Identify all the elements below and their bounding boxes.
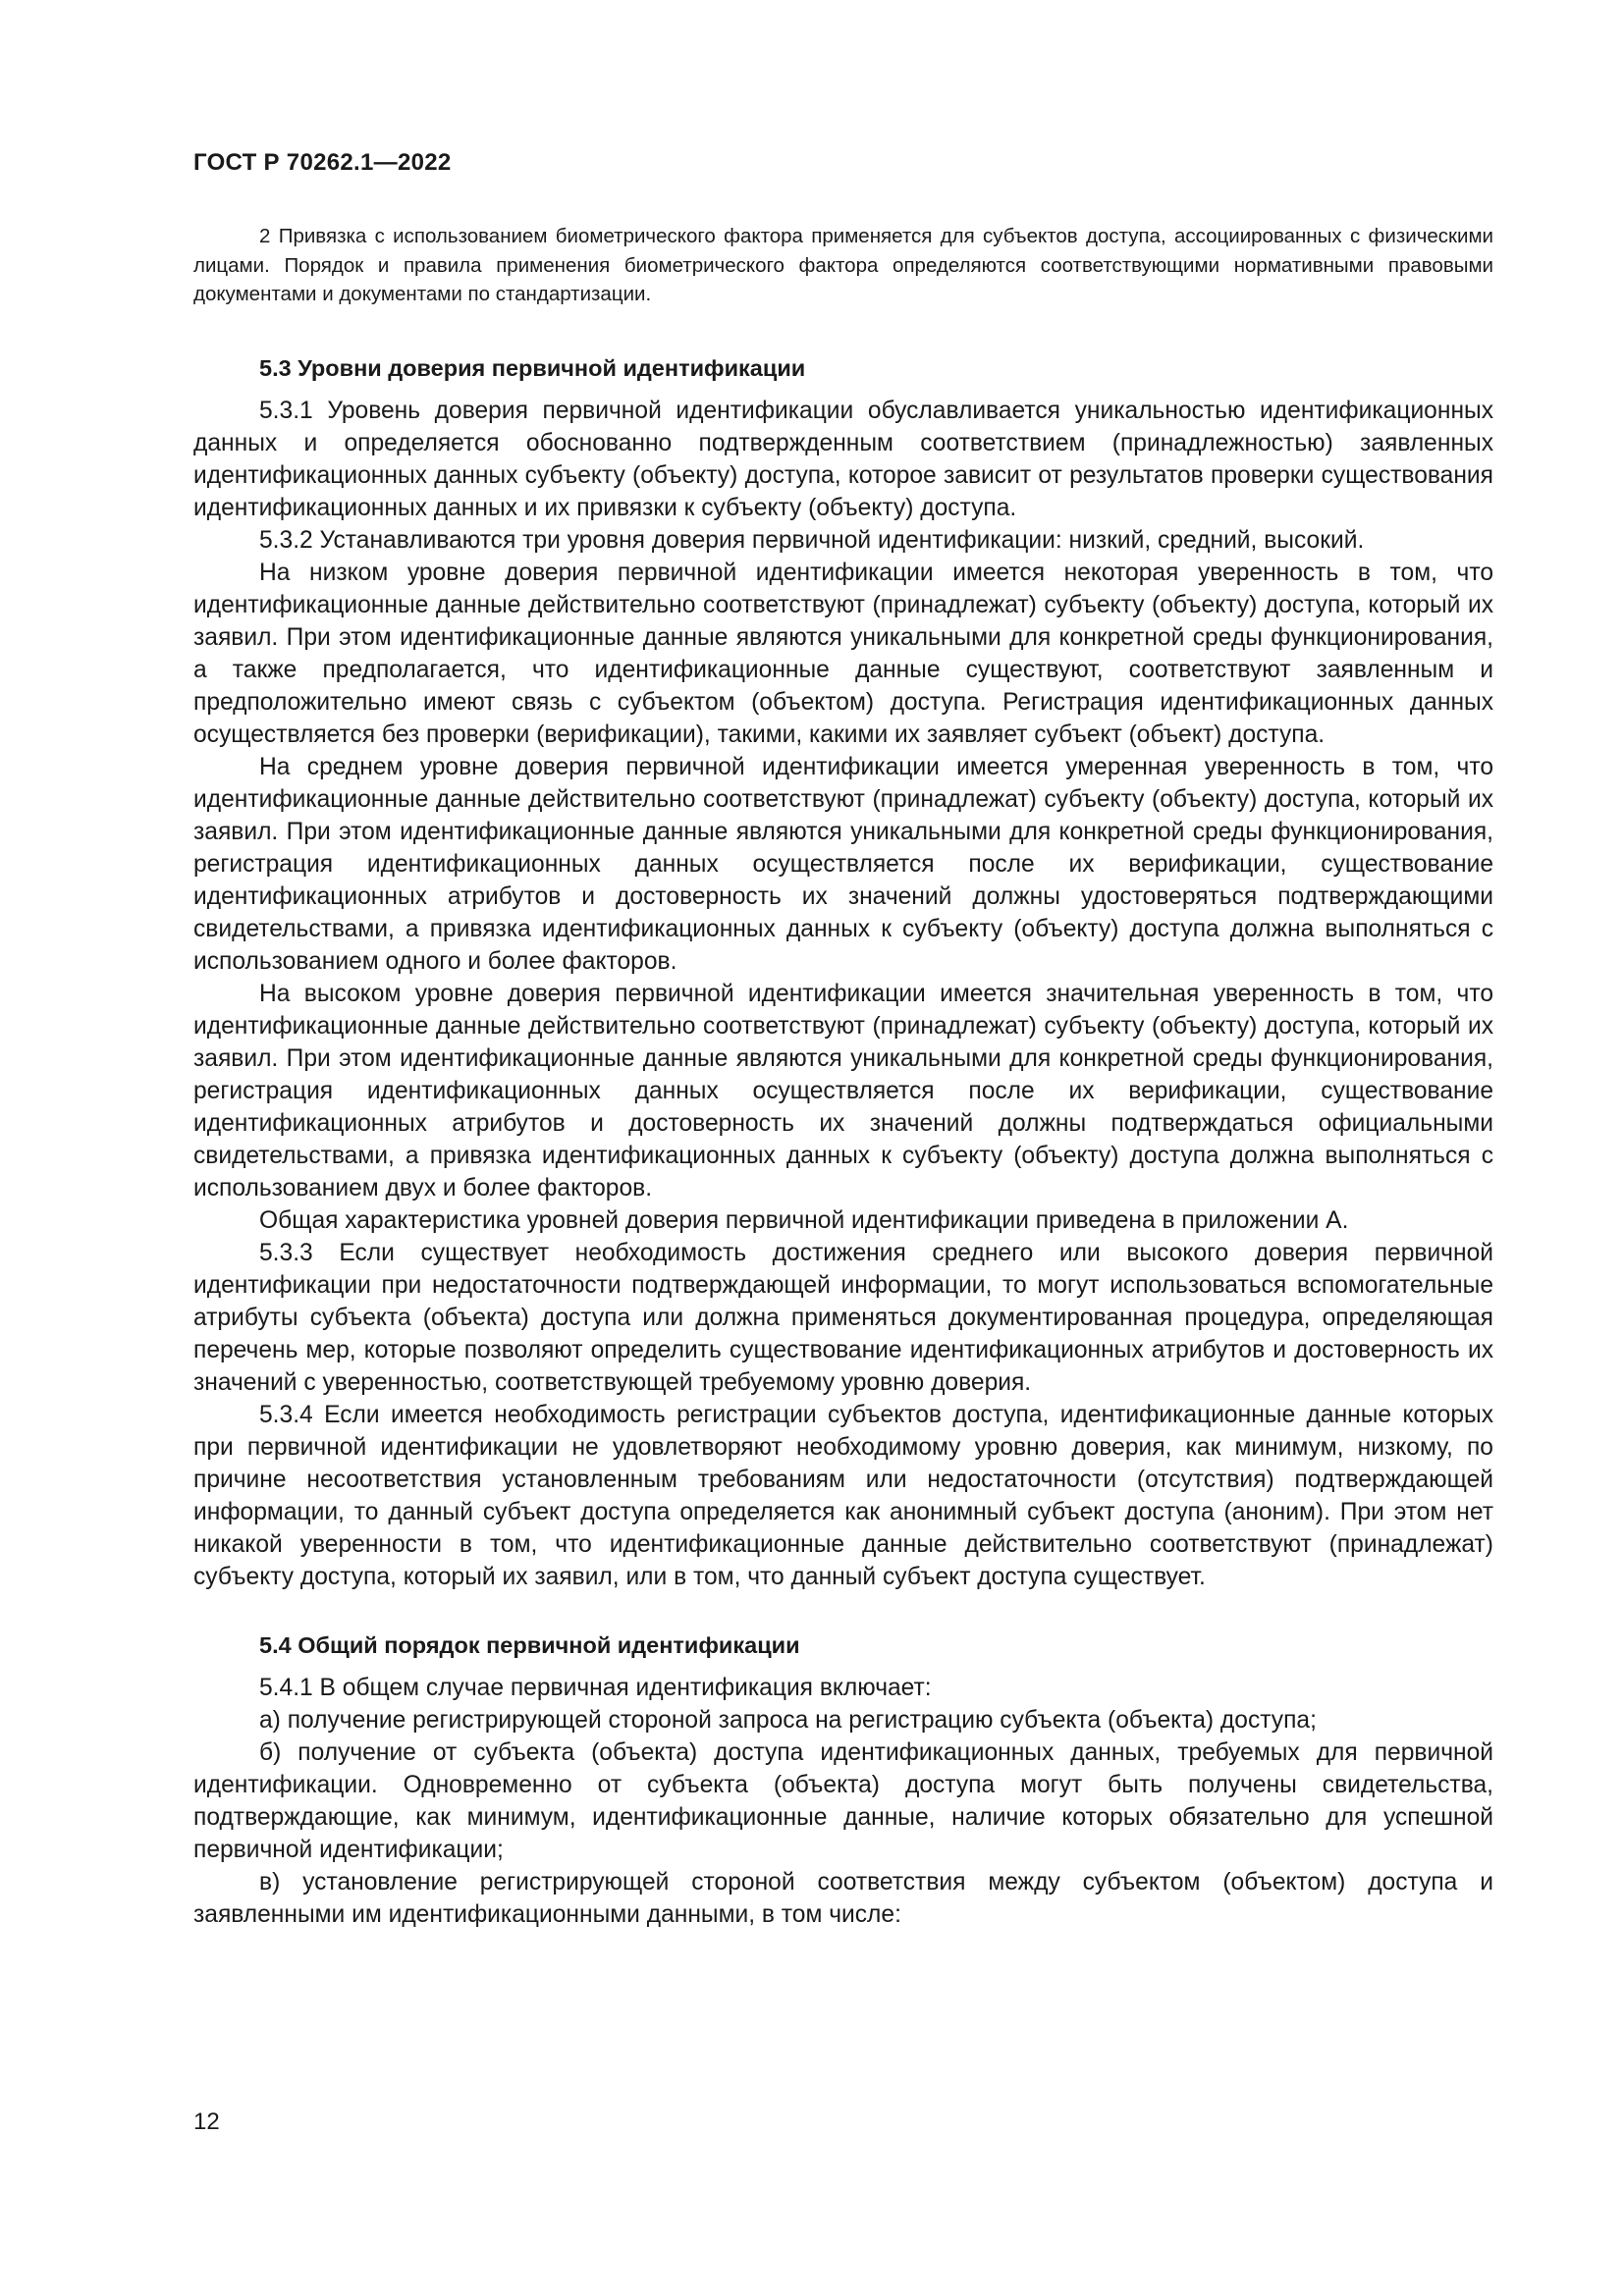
section-5-3-heading: 5.3 Уровни доверия первичной идентификации [259,354,806,381]
paragraph-5-3-1: 5.3.1 Уровень доверия первичной идентификации обуславливается уникальностью идентификационных данных и определяется обоснованно подтвержденным соответствием (принадлежностью) заявленных идентификационных данных субъекту (объекту) доступа, которое зависит от результатов проверки существования идентификационных данных и их привязки к субъекту (объекту) доступа. [193,397,1493,521]
section-5-4-heading: 5.4 Общий порядок первичной идентификации [259,1631,800,1658]
paragraph-5-4-1: 5.4.1 В общем случае первичная идентификация включает: [259,1674,932,1701]
list-item-b: б) получение от субъекта (объекта) доступа идентификационных данных, требуемых для первичной идентификации. Одновременно от субъекта (объекта) доступа могут быть получены свидетельства, подтверждающие, как минимум, идентификационные данные, наличие которых обязательно для успешной первичной идентификации; [193,1738,1493,1863]
page-number: 12 [193,2109,220,2135]
list-item-a: а) получение регистрирующей стороной запроса на регистрацию субъекта (объекта) доступа; [259,1706,1317,1734]
paragraph-5-3-3: 5.3.3 Если существует необходимость достижения среднего или высокого доверия первичной идентификации при недостаточности подтверждающей информации, то могут использоваться вспомогательные атрибуты субъекта (объекта) доступа или должна применяться документированная процедура, определяющая перечень мер, которые позволяют определить существование идентификационных атрибутов и достоверность их значений с уверенностью, соответствующей требуемому уровню доверия. [193,1239,1493,1396]
paragraph-medium-level: На среднем уровне доверия первичной идентификации имеется умеренная уверенность в том, что идентификационные данные действительно соответствуют (принадлежат) субъекту (объекту) доступа, который их заявил. При этом идентификационные данные являются уникальными для конкретной среды функционирования, регистрация идентификационных данных осуществляется после их верификации, существование идентификационных атрибутов и достоверность их значений должны удостоверяться подтверждающими свидетельствами, а привязка идентификационных данных к субъекту (объекту) доступа должна выполняться с использованием одного и более факторов. [193,753,1493,975]
paragraph-5-3-4: 5.3.4 Если имеется необходимость регистрации субъектов доступа, идентификационные данные которых при первичной идентификации не удовлетворяют необходимому уровню доверия, как минимум, низкому, по причине несоответствия установленным требованиям или недостаточности (отсутствия) подтверждающей информации, то данный субъект доступа определяется как анонимный субъект доступа (аноним). При этом нет никакой уверенности в том, что идентификационные данные действительно соответствуют (принадлежат) субъекту доступа, который их заявил, или в том, что данный субъект доступа существует. [193,1401,1493,1590]
list-item-v: в) установление регистрирующей стороной соответствия между субъектом (объектом) доступа и заявленными им идентификационными данными, в том числе: [193,1868,1493,1928]
page-content [193,222,1493,1931]
paragraph-appendix-reference: Общая характеристика уровней доверия первичной идентификации приведена в приложении А. [259,1206,1349,1234]
note-paragraph: 2 Привязка с использованием биометрического фактора применяется для субъектов доступа, ассоциированных с физическими лицами. Порядок и правила применения биометрического фактора определяются соответствующими нормативными правовыми документами и документами по стандартизации. [193,225,1493,305]
paragraph-high-level: На высоком уровне доверия первичной идентификации имеется значительная уверенность в том, что идентификационные данные действительно соответствуют (принадлежат) субъекту (объекту) доступа, который их заявил. При этом идентификационные данные являются уникальными для конкретной среды функционирования, регистрация идентификационных данных осуществляется после их верификации, существование идентификационных атрибутов и достоверность их значений должны подтверждаться официальными свидетельствами, а привязка идентификационных данных к субъекту (объекту) доступа должна выполняться с использованием двух и более факторов. [193,980,1493,1201]
paragraph-5-3-2: 5.3.2 Устанавливаются три уровня доверия первичной идентификации: низкий, средний, высокий. [259,526,1365,554]
standard-header: ГОСТ Р 70262.1—2022 [193,149,452,176]
paragraph-low-level: На низком уровне доверия первичной идентификации имеется некоторая уверенность в том, что идентификационные данные действительно соответствуют (принадлежат) субъекту (объекту) доступа, который их заявил. При этом идентификационные данные являются уникальными для конкретной среды функционирования, а также предполагается, что идентификационные данные существуют, соответствуют заявленным и предположительно имеют связь с субъектом (объектом) доступа. Регистрация идентификационных данных осуществляется без проверки (верификации), такими, какими их заявляет субъект (объект) доступа. [193,559,1493,748]
